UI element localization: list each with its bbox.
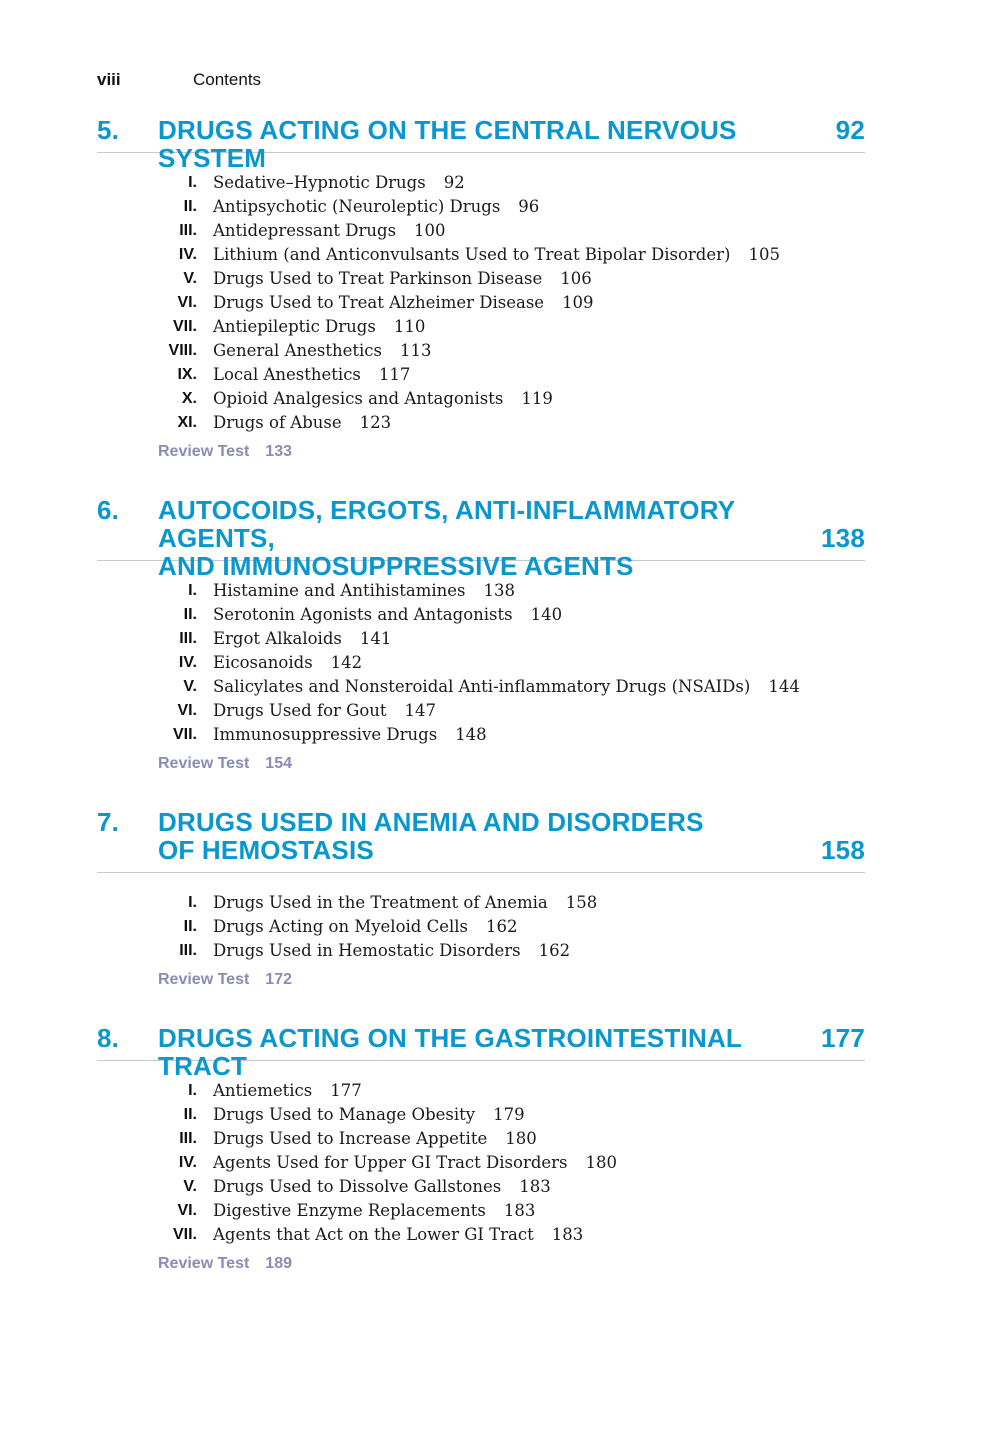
section-title: Drugs Used to Treat Parkinson Disease	[213, 269, 543, 288]
section-title: Histamine and Antihistamines	[213, 581, 466, 600]
section-entry[interactable]	[97, 339, 865, 363]
section-title: Immunosuppressive Drugs	[213, 725, 438, 744]
section-page-number: 140	[530, 605, 563, 624]
section-numeral: X.	[181, 390, 197, 407]
section-page-number: 105	[748, 245, 780, 264]
section-title: Drugs of Abuse	[213, 413, 342, 432]
chapter-heading	[97, 808, 865, 873]
section-entry[interactable]	[97, 1223, 865, 1247]
section-numeral: IV.	[178, 1154, 197, 1171]
section-numeral: IX.	[177, 366, 197, 383]
section-page-number: 106	[560, 269, 592, 288]
section-entry[interactable]	[97, 1151, 865, 1175]
section-title: Antiemetics	[213, 1081, 313, 1100]
section-title: Antipsychotic (Neuroleptic) Drugs	[213, 197, 501, 216]
chapter-number: 7.	[97, 807, 120, 837]
section-entry[interactable]	[97, 891, 865, 915]
section-page-number: 179	[493, 1105, 525, 1124]
section-title: Antidepressant Drugs	[213, 221, 397, 240]
chapter-heading	[97, 495, 865, 581]
section-entry[interactable]	[97, 315, 865, 339]
section-numeral: III.	[179, 222, 197, 239]
section-title: Salicylates and Nonsteroidal Anti-inflammatory Drugs (NSAIDs)	[213, 677, 751, 696]
section-entry[interactable]	[97, 699, 865, 723]
section-title: Sedative–Hypnotic Drugs	[213, 173, 426, 192]
section-numeral: V.	[183, 1178, 197, 1195]
section-title: Drugs Used to Dissolve Gallstones	[213, 1177, 502, 1196]
review-test-link[interactable]	[158, 1252, 865, 1276]
section-numeral: VI.	[177, 294, 197, 311]
section-page-number: 117	[378, 365, 411, 384]
section-title: Agents Used for Upper GI Tract Disorders	[213, 1153, 568, 1172]
review-test-label: Review Test	[158, 443, 250, 460]
chapter-page-number[interactable]: 138	[821, 523, 865, 553]
section-numeral: II.	[183, 918, 197, 935]
section-page-number: 144	[768, 677, 800, 696]
review-test-label: Review Test	[158, 971, 250, 988]
section-entry[interactable]	[97, 291, 865, 315]
section-title: Drugs Used to Manage Obesity	[213, 1105, 476, 1124]
section-numeral: VII.	[172, 1226, 197, 1243]
section-entry[interactable]	[97, 603, 865, 627]
section-page-number: 142	[330, 653, 363, 672]
section-title: Antiepileptic Drugs	[213, 317, 376, 336]
chapter-number: 6.	[97, 495, 120, 525]
chapter-title[interactable]: DRUGS ACTING ON THE CENTRAL NERVOUS SYSTEM	[158, 115, 737, 173]
section-numeral: III.	[179, 942, 197, 959]
section-entry[interactable]	[97, 1127, 865, 1151]
chapter-heading	[97, 115, 865, 173]
section-title: Drugs Used to Treat Alzheimer Disease	[213, 293, 545, 312]
section-title: Digestive Enzyme Replacements	[213, 1201, 486, 1220]
section-page-number: 141	[359, 629, 392, 648]
chapter-page-number[interactable]: 92	[835, 115, 865, 145]
section-page-number: 162	[486, 917, 518, 936]
section-entry[interactable]	[97, 219, 865, 243]
section-numeral: I.	[188, 1082, 197, 1099]
section-entry[interactable]	[97, 1175, 865, 1199]
review-test-page-number: 154	[265, 755, 292, 772]
section-numeral: VI.	[177, 702, 197, 719]
running-head: Contents	[193, 70, 262, 89]
section-entry[interactable]	[97, 915, 865, 939]
section-entry[interactable]	[97, 411, 865, 435]
section-page-number: 177	[330, 1081, 362, 1100]
section-page-number: 148	[455, 725, 487, 744]
review-test-label: Review Test	[158, 1255, 250, 1272]
section-title: Serotonin Agonists and Antagonists	[213, 605, 513, 624]
section-entry[interactable]	[97, 1199, 865, 1223]
section-page-number: 180	[505, 1129, 537, 1148]
section-numeral: III.	[179, 630, 197, 647]
section-entry[interactable]	[97, 627, 865, 651]
section-numeral: II.	[183, 198, 197, 215]
section-numeral: XI.	[177, 414, 197, 431]
review-test-link[interactable]	[158, 440, 865, 464]
section-title: General Anesthetics	[213, 341, 382, 360]
chapter-7	[97, 808, 865, 992]
section-entry[interactable]	[97, 243, 865, 267]
section-title: Local Anesthetics	[213, 365, 361, 384]
section-entry[interactable]	[97, 675, 865, 699]
section-list	[97, 171, 865, 435]
chapter-number: 8.	[97, 1023, 120, 1053]
section-entry[interactable]	[97, 579, 865, 603]
section-page-number: 180	[585, 1153, 618, 1172]
section-numeral: III.	[179, 1130, 197, 1147]
chapter-heading	[97, 1023, 865, 1081]
section-numeral: I.	[188, 174, 197, 191]
section-title: Lithium (and Anticonvulsants Used to Treat Bipolar Disorder)	[213, 245, 731, 264]
chapter-number: 5.	[97, 115, 120, 145]
section-list	[97, 1079, 865, 1247]
section-page-number: 183	[503, 1201, 536, 1220]
section-page-number: 158	[565, 893, 598, 912]
section-page-number: 138	[483, 581, 516, 600]
review-test-page-number: 172	[265, 971, 292, 988]
chapter-page-number[interactable]: 158	[821, 835, 865, 865]
review-test-page-number: 133	[265, 443, 292, 460]
chapter-title[interactable]: DRUGS ACTING ON THE GASTROINTESTINAL TRACT	[158, 1023, 742, 1081]
section-page-number: 183	[551, 1225, 584, 1244]
review-test-link[interactable]	[158, 968, 865, 992]
section-numeral: V.	[183, 678, 197, 695]
section-entry[interactable]	[97, 387, 865, 411]
review-test-link[interactable]	[158, 752, 865, 776]
section-entry[interactable]	[97, 723, 865, 747]
section-page-number: 92	[443, 173, 465, 192]
section-page-number: 100	[414, 221, 446, 240]
section-page-number: 183	[519, 1177, 551, 1196]
section-numeral: I.	[188, 582, 197, 599]
chapter-8	[97, 1024, 865, 1276]
section-title: Drugs Used in the Treatment of Anemia	[213, 893, 548, 912]
section-page-number: 147	[404, 701, 437, 720]
chapter-page-number[interactable]: 177	[821, 1023, 865, 1053]
section-page-number: 96	[518, 197, 540, 216]
section-entry[interactable]	[97, 1079, 865, 1103]
review-test-label: Review Test	[158, 755, 250, 772]
chapter-6	[97, 496, 865, 776]
section-title: Drugs Acting on Myeloid Cells	[213, 917, 469, 936]
section-numeral: VII.	[172, 318, 197, 335]
section-numeral: VII.	[172, 726, 197, 743]
section-numeral: VI.	[177, 1202, 197, 1219]
section-title: Opioid Analgesics and Antagonists	[213, 389, 504, 408]
section-page-number: 123	[359, 413, 392, 432]
section-entry[interactable]	[97, 651, 865, 675]
section-entry[interactable]	[97, 195, 865, 219]
section-page-number: 119	[521, 389, 553, 408]
section-numeral: II.	[183, 606, 197, 623]
section-page-number: 113	[400, 341, 432, 360]
section-entry[interactable]	[97, 171, 865, 195]
chapter-title[interactable]: DRUGS USED IN ANEMIA AND DISORDERS OF HEMOSTASIS	[158, 807, 704, 865]
section-list	[97, 891, 865, 963]
section-numeral: I.	[188, 894, 197, 911]
section-title: Ergot Alkaloids	[213, 629, 342, 648]
section-title: Eicosanoids	[213, 653, 313, 672]
section-page-number: 162	[538, 941, 571, 960]
section-numeral: IV.	[178, 654, 197, 671]
section-numeral: VIII.	[168, 342, 197, 359]
chapter-title[interactable]: AUTOCOIDS, ERGOTS, ANTI-INFLAMMATORY AGENTS, AND IMMUNOSUPPRESSIVE AGENTS	[158, 495, 735, 581]
page-folio: viii	[97, 70, 121, 89]
review-test-page-number: 189	[265, 1255, 292, 1272]
section-numeral: IV.	[178, 246, 197, 263]
section-title: Drugs Used for Gout	[213, 701, 387, 720]
section-numeral: II.	[183, 1106, 197, 1123]
chapter-5	[97, 116, 865, 464]
section-entry[interactable]	[97, 939, 865, 963]
section-entry[interactable]	[97, 267, 865, 291]
section-numeral: V.	[183, 270, 197, 287]
section-entry[interactable]	[97, 1103, 865, 1127]
section-title: Drugs Used to Increase Appetite	[213, 1129, 488, 1148]
section-title: Agents that Act on the Lower GI Tract	[213, 1225, 534, 1244]
section-entry[interactable]	[97, 363, 865, 387]
section-page-number: 110	[393, 317, 426, 336]
section-page-number: 109	[562, 293, 594, 312]
section-list	[97, 579, 865, 747]
section-title: Drugs Used in Hemostatic Disorders	[213, 941, 521, 960]
